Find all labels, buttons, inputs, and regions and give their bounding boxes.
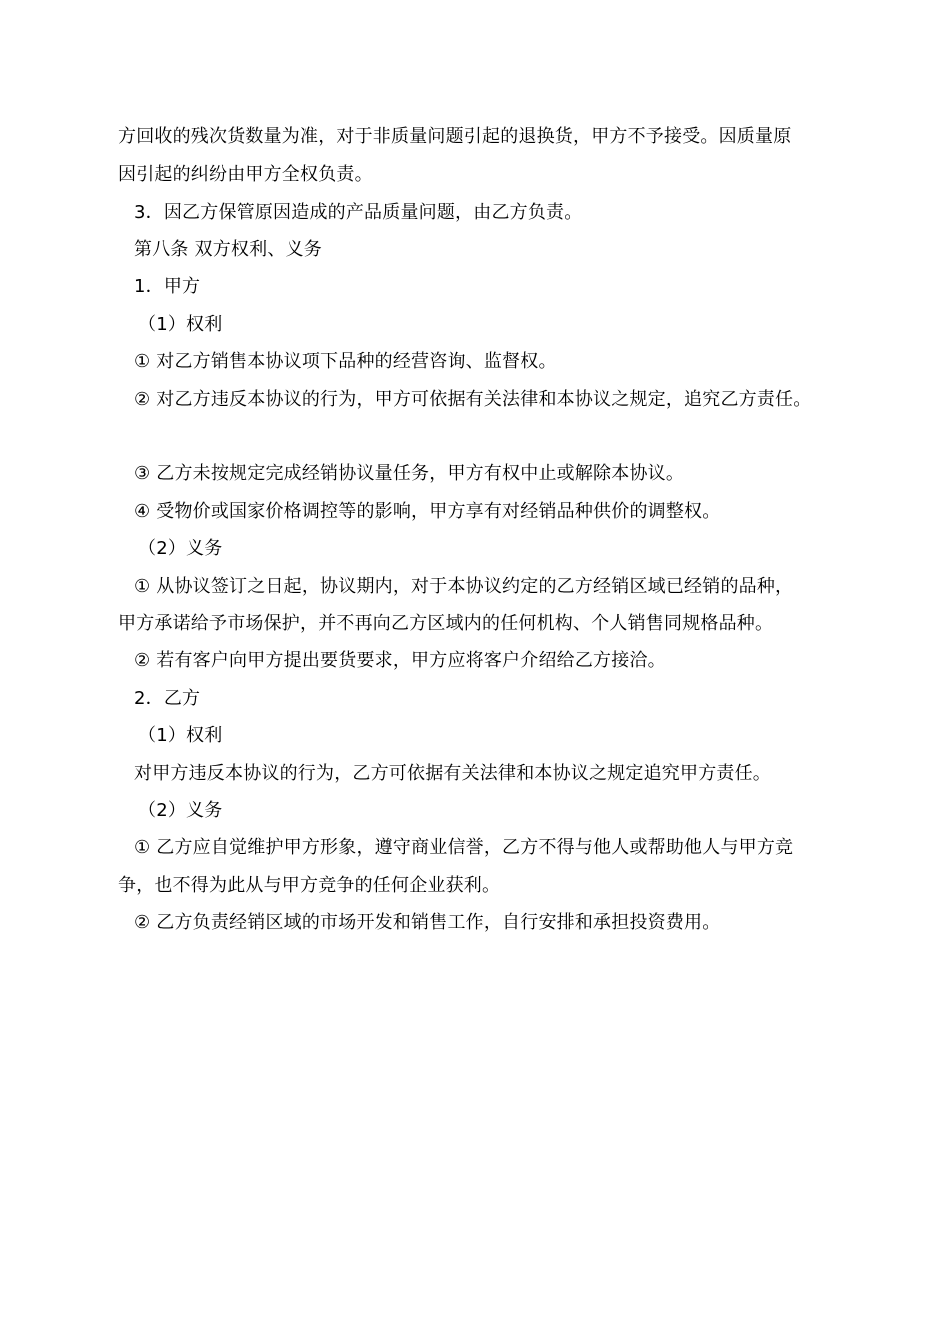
- party-b-duties-heading: （2）义务: [138, 800, 223, 821]
- paragraph-line: 方回收的残次货数量为准，对于非质量问题引起的退换货，甲方不予接受。因质量原: [118, 126, 792, 147]
- clause-3: 3．因乙方保管原因造成的产品质量问题，由乙方负责。: [134, 202, 583, 223]
- article-8-heading: 第八条 双方权利、义务: [134, 239, 322, 260]
- party-b-duty-2: ② 乙方负责经销区域的市场开发和销售工作，自行安排和承担投资费用。: [134, 912, 721, 933]
- party-b-rights-heading: （1）权利: [138, 725, 223, 746]
- party-a-duty-1: ① 从协议签订之日起，协议期内，对于本协议约定的乙方经销区域已经销的品种，: [134, 576, 794, 597]
- paragraph-line: 因引起的纠纷由甲方全权负责。: [118, 164, 373, 185]
- party-a-duty-1-cont: 甲方承诺给予市场保护，并不再向乙方区域内的任何机构、个人销售同规格品种。: [118, 613, 774, 634]
- party-a-right-2: ② 对乙方违反本协议的行为，甲方可依据有关法律和本协议之规定，追究乙方责任。: [134, 389, 812, 410]
- party-b-right-1: 对甲方违反本协议的行为，乙方可依据有关法律和本协议之规定追究甲方责任。: [134, 763, 771, 784]
- party-a-rights-heading: （1）权利: [138, 314, 223, 335]
- party-a-heading: 1．甲方: [134, 276, 201, 297]
- party-a-right-3: ③ 乙方未按规定完成经销协议量任务，甲方有权中止或解除本协议。: [134, 463, 685, 484]
- party-a-right-4: ④ 受物价或国家价格调控等的影响，甲方享有对经销品种供价的调整权。: [134, 501, 721, 522]
- party-b-duty-1: ① 乙方应自觉维护甲方形象，遵守商业信誉，乙方不得与他人或帮助他人与甲方竞: [134, 837, 794, 858]
- party-a-duty-2: ② 若有客户向甲方提出要货要求，甲方应将客户介绍给乙方接洽。: [134, 650, 666, 671]
- party-a-right-1: ① 对乙方销售本协议项下品种的经营咨询、监督权。: [134, 351, 557, 372]
- party-b-duty-1-cont: 争，也不得为此从与甲方竞争的任何企业获利。: [118, 875, 501, 896]
- party-a-duties-heading: （2）义务: [138, 538, 223, 559]
- party-b-heading: 2．乙方: [134, 688, 201, 709]
